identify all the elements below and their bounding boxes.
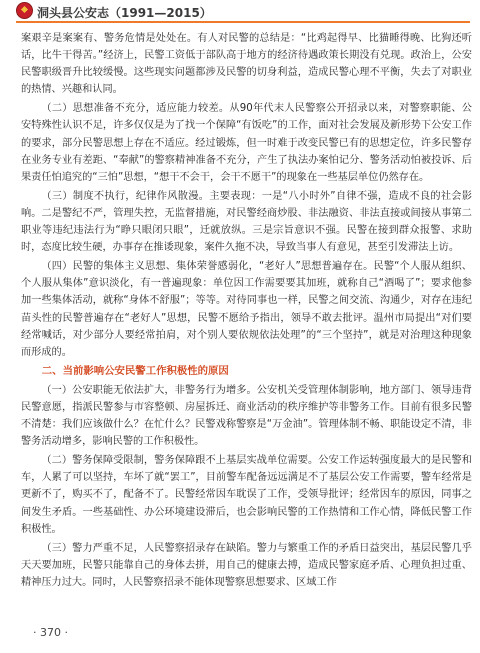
- police-emblem-icon: [16, 2, 33, 19]
- paragraph-4: （四）民警的集体主义思想、集体荣誉感弱化，“老好人”思想普遍存在。民警“个人服从组织、个人服从集体”意识淡化，有一普遍现象：单位因工作需要要其加班，就称自己“酒喝了”；要求他参加一些集体活动，就称“身体不舒服”；等等。对待同事也一样，民警之间交流、沟通少，对存在违纪苗头性的民警普遍存在“老好人”思想，民警不愿给予指出，领导不敢去批评。温州市局提出“对们要经常喊话，对少部分人要经常拍肩，对个别人要依规依法处理”的“三个坚持”，就是对治理这种现象而形成的。: [21, 261, 472, 358]
- paragraph-7: （三）警力严重不足，人民警察招录存在缺陷。警力与繁重工作的矛盾日益突出，基层民警几乎天天要加班，民警只能靠自己的身体去拼，用自己的健康去搏，造成民警家庭矛盾、心理负担过重、精神压力过大。同时，人民警察招录不能体现警察思想要求、区域工作: [21, 542, 472, 588]
- paragraph-5: （一）公安职能无依法扩大，非警务行为增多。公安机关受管理体制影响，地方部门、领导违背民警意愿，指派民警参与市容整顿、房屋拆迁、商业活动的秩序维护等非警务工作。目前有很多民警不清楚：我们应该做什么？在忙什么？民警戏称警察是“万金油”。管理体制不畅、职能设定不清，非警务活动增多，影响民警的工作积极性。: [21, 384, 472, 448]
- section-heading: 二、当前影响公安民警工作积极性的原因: [41, 364, 229, 377]
- paragraph-2: （二）思想准备不充分，适应能力较差。从90年代末人民警察公开招录以来，对警察职能、公安特殊性认识不足，许多仅仅是为了找一个保障“有饭吃”的工作，面对社会发展及新形势下公安工作的要求，部分民警思想上存在不适应。经过锻炼，但一时难于改变民警已有的思想定位，许多民警存在业务专业有差距、“奉献”的警察精神准备不充分，产生了执法办案怕记分、警务活动怕被投诉、后果责任怕追究的“三怕”思想，“想干不会干，会干不愿干”的现象在一些基层单位仍然存在。: [21, 103, 472, 183]
- header-rule: [16, 21, 470, 23]
- page-header: [0, 0, 480, 24]
- paragraph-6: （二）警务保障受限制，警务保障跟不上基层实战单位需要。公安工作运转强度最大的是民警和车，人累了可以坚持，车坏了就“罢工”，目前警车配备远远满足不了基层公安工作需要，警车经常是更新不了，购买不了，配备不了。民警经常因车耽误了工作，受领导批评；经常因车的原因，同事之间发生矛盾。一些基础性、办公环境建设滞后，也会影响民警的工作热情和工作心情，降低民警工作积极性。: [21, 455, 472, 535]
- page-number: · 370 ·: [33, 626, 68, 639]
- paragraph-3: （三）制度不执行，纪律作风散漫。主要表现：一是“八小时外”自律不强，造成不良的社会影响。二是警纪不严，管理失控，无监督措施，对民警经商炒股、非法融资、非法直接或间接从事第二职业等违纪违法行为“睁只眼闭只眼”，迁就放纵。三是宗旨意识不强。民警在接到群众报警、求助时，态度比较生硬，办事存在推诿现象，案件久拖不决，导致当事人有意见，甚至引发滞法上访。: [21, 190, 472, 254]
- page-body: [21, 30, 472, 593]
- book-title: 洞头县公安志（1991—2015）: [37, 6, 212, 20]
- paragraph-continuation: 案艰辛是案案有、警务危情是处处在。有人对民警的总结是：“比鸡起得早、比猫睡得晚、比狗还听话，比牛干得苦。”经济上，民警工资低于部队高于地方的经济待遇政策长期没有兑现。政治上，公安民警职级晋升比较缓慢。这些现实问题都涉及民警的切身利益，造成民警心理不平衡，失去了对职业的热情、兴趣和认同。: [21, 33, 472, 96]
